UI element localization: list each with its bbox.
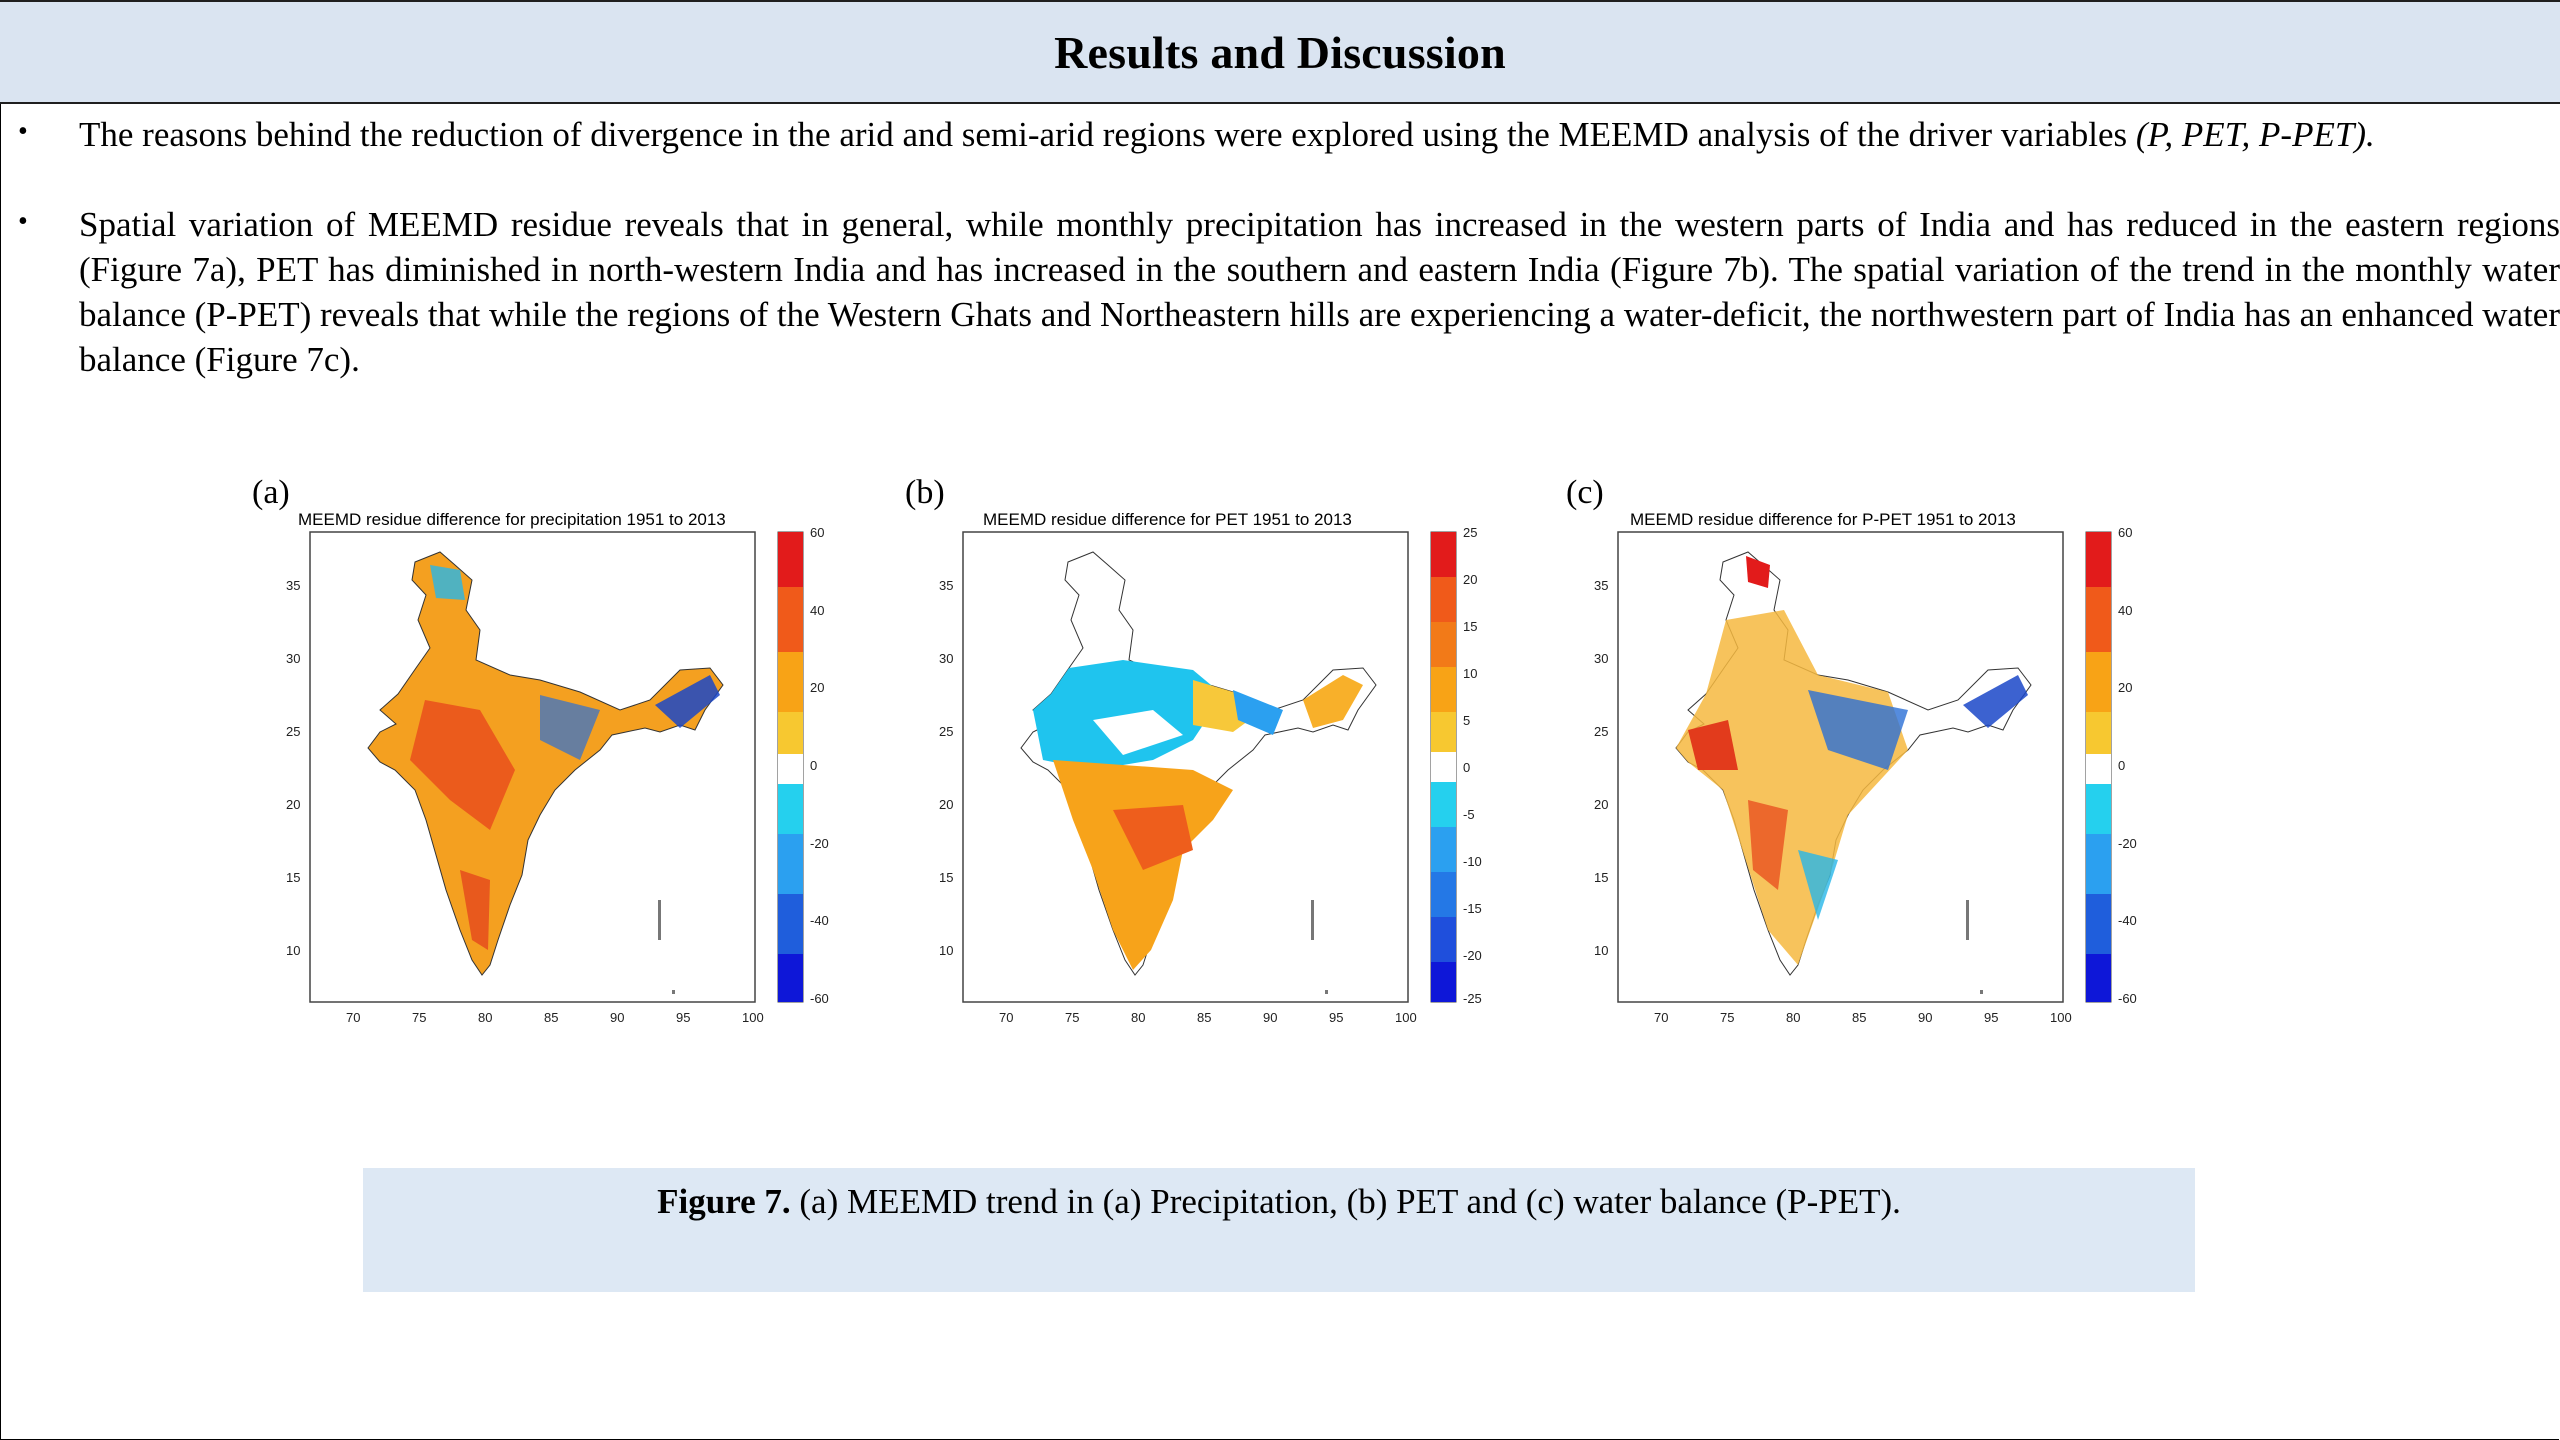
x-tick: 75 <box>412 1010 427 1025</box>
caption-label: Figure 7. <box>657 1182 791 1221</box>
x-tick: 100 <box>1395 1010 1417 1025</box>
colorbar-tick: -20 <box>1463 948 1482 963</box>
x-tick: 70 <box>1654 1010 1669 1025</box>
x-tick: 80 <box>1786 1010 1801 1025</box>
y-tick: 30 <box>939 651 954 666</box>
colorbar-tick: 40 <box>2118 603 2133 618</box>
slide-title: Results and Discussion <box>1054 26 1506 78</box>
y-tick: 35 <box>286 578 301 593</box>
colorbar-tick: 25 <box>1463 525 1478 540</box>
colorbar-tick: -20 <box>810 836 829 851</box>
y-tick: 20 <box>939 797 954 812</box>
bullet-dot: • <box>18 116 28 147</box>
figure-7 <box>0 470 2560 1030</box>
colorbar-tick: 10 <box>1463 666 1478 681</box>
x-tick: 80 <box>478 1010 493 1025</box>
y-tick: 35 <box>939 578 954 593</box>
colorbar-tick: -40 <box>2118 913 2137 928</box>
x-tick: 85 <box>1197 1010 1212 1025</box>
panel-label: (a) <box>252 474 290 511</box>
colorbar-tick: -40 <box>810 913 829 928</box>
y-tick: 25 <box>939 724 954 739</box>
colorbar-ticks <box>2118 525 2137 1006</box>
colorbar-tick: 60 <box>810 525 825 540</box>
map-plot-b <box>893 470 1493 1030</box>
bullet-text-italic: (P, PET, P-PET). <box>2135 115 2375 154</box>
panel-title: MEEMD residue difference for P-PET 1951 to 2013 <box>1630 510 2016 529</box>
panel-label: (b) <box>905 474 945 511</box>
colorbar-tick: -5 <box>1463 807 1475 822</box>
x-tick: 95 <box>1984 1010 1999 1025</box>
x-axis-ticks <box>1654 1010 2072 1025</box>
x-tick: 100 <box>742 1010 764 1025</box>
y-tick: 15 <box>1594 870 1609 885</box>
colorbar-ticks <box>810 525 829 1006</box>
x-tick: 100 <box>2050 1010 2072 1025</box>
x-tick: 95 <box>1329 1010 1344 1025</box>
x-tick: 75 <box>1720 1010 1735 1025</box>
x-axis-ticks <box>346 1010 764 1025</box>
x-tick: 70 <box>346 1010 361 1025</box>
y-tick: 15 <box>939 870 954 885</box>
x-tick: 70 <box>999 1010 1014 1025</box>
y-tick: 10 <box>286 943 301 958</box>
colorbar-tick: 0 <box>810 758 818 773</box>
colorbar-tick: -20 <box>2118 836 2137 851</box>
colorbar-tick: 60 <box>2118 525 2133 540</box>
y-tick: 20 <box>286 797 301 812</box>
panel-title: MEEMD residue difference for PET 1951 to 2013 <box>983 510 1352 529</box>
figure-panel-a <box>240 470 840 1030</box>
colorbar-tick: -15 <box>1463 901 1482 916</box>
x-tick: 75 <box>1065 1010 1080 1025</box>
y-tick: 30 <box>286 651 301 666</box>
caption-text: (a) MEEMD trend in (a) Precipitation, (b) PET and (c) water balance (P-PET). <box>790 1182 1901 1221</box>
bullet-dot: • <box>18 206 28 237</box>
colorbar-tick: 20 <box>1463 572 1478 587</box>
y-tick: 10 <box>939 943 954 958</box>
y-tick: 20 <box>1594 797 1609 812</box>
colorbar-tick: 40 <box>810 603 825 618</box>
colorbar-tick: 20 <box>810 680 825 695</box>
figure-panel-b <box>893 470 1493 1030</box>
colorbar-tick: 5 <box>1463 713 1471 728</box>
map-plot-c <box>1548 470 2148 1030</box>
map-plot-a <box>240 470 840 1030</box>
x-tick: 80 <box>1131 1010 1146 1025</box>
slide-header <box>0 0 2560 104</box>
colorbar-tick: 0 <box>2118 758 2126 773</box>
colorbar-tick: -60 <box>2118 991 2137 1006</box>
y-tick: 10 <box>1594 943 1609 958</box>
colorbar-ticks <box>1463 525 1482 1006</box>
colorbar-tick: 0 <box>1463 760 1471 775</box>
y-tick: 25 <box>286 724 301 739</box>
colorbar-tick: 20 <box>2118 680 2133 695</box>
y-axis-ticks <box>1594 578 1608 958</box>
x-tick: 90 <box>1918 1010 1933 1025</box>
bullet-text-main: The reasons behind the reduction of divergence in the arid and semi-arid regions were explored using the MEEMD analysis of the driver variables <box>79 115 2136 154</box>
y-axis-ticks <box>939 578 953 958</box>
x-axis-ticks <box>999 1010 1417 1025</box>
y-tick: 35 <box>1594 578 1609 593</box>
bullet-text-2: Spatial variation of MEEMD residue reveals that in general, while monthly precipitation has increased in the western parts of India and has reduced in the eastern regions (Figure 7a), PET has diminished in north-western India and has increased in the southern and eastern India (Figure 7b). The spatial variation of the trend in the monthly water balance (P-PET) reveals that while the regions of the Western Ghats and Northeastern hills are experiencing a water-deficit, the northwestern part of India has an enhanced water balance (Figure 7c). <box>79 205 2560 379</box>
figure-panel-c <box>1548 470 2148 1030</box>
y-tick: 30 <box>1594 651 1609 666</box>
figure-caption-box <box>363 1168 2195 1292</box>
x-tick: 90 <box>1263 1010 1278 1025</box>
x-tick: 85 <box>544 1010 559 1025</box>
y-tick: 25 <box>1594 724 1609 739</box>
bullet-text-1 <box>79 112 2560 157</box>
y-tick: 15 <box>286 870 301 885</box>
colorbar-tick: -25 <box>1463 991 1482 1006</box>
panel-label: (c) <box>1566 474 1604 511</box>
colorbar-tick: -60 <box>810 991 829 1006</box>
x-tick: 85 <box>1852 1010 1867 1025</box>
figure-caption <box>363 1182 2195 1222</box>
x-tick: 90 <box>610 1010 625 1025</box>
y-axis-ticks <box>286 578 300 958</box>
panel-title: MEEMD residue difference for precipitation 1951 to 2013 <box>298 510 726 529</box>
x-tick: 95 <box>676 1010 691 1025</box>
colorbar-tick: -10 <box>1463 854 1482 869</box>
colorbar-tick: 15 <box>1463 619 1478 634</box>
